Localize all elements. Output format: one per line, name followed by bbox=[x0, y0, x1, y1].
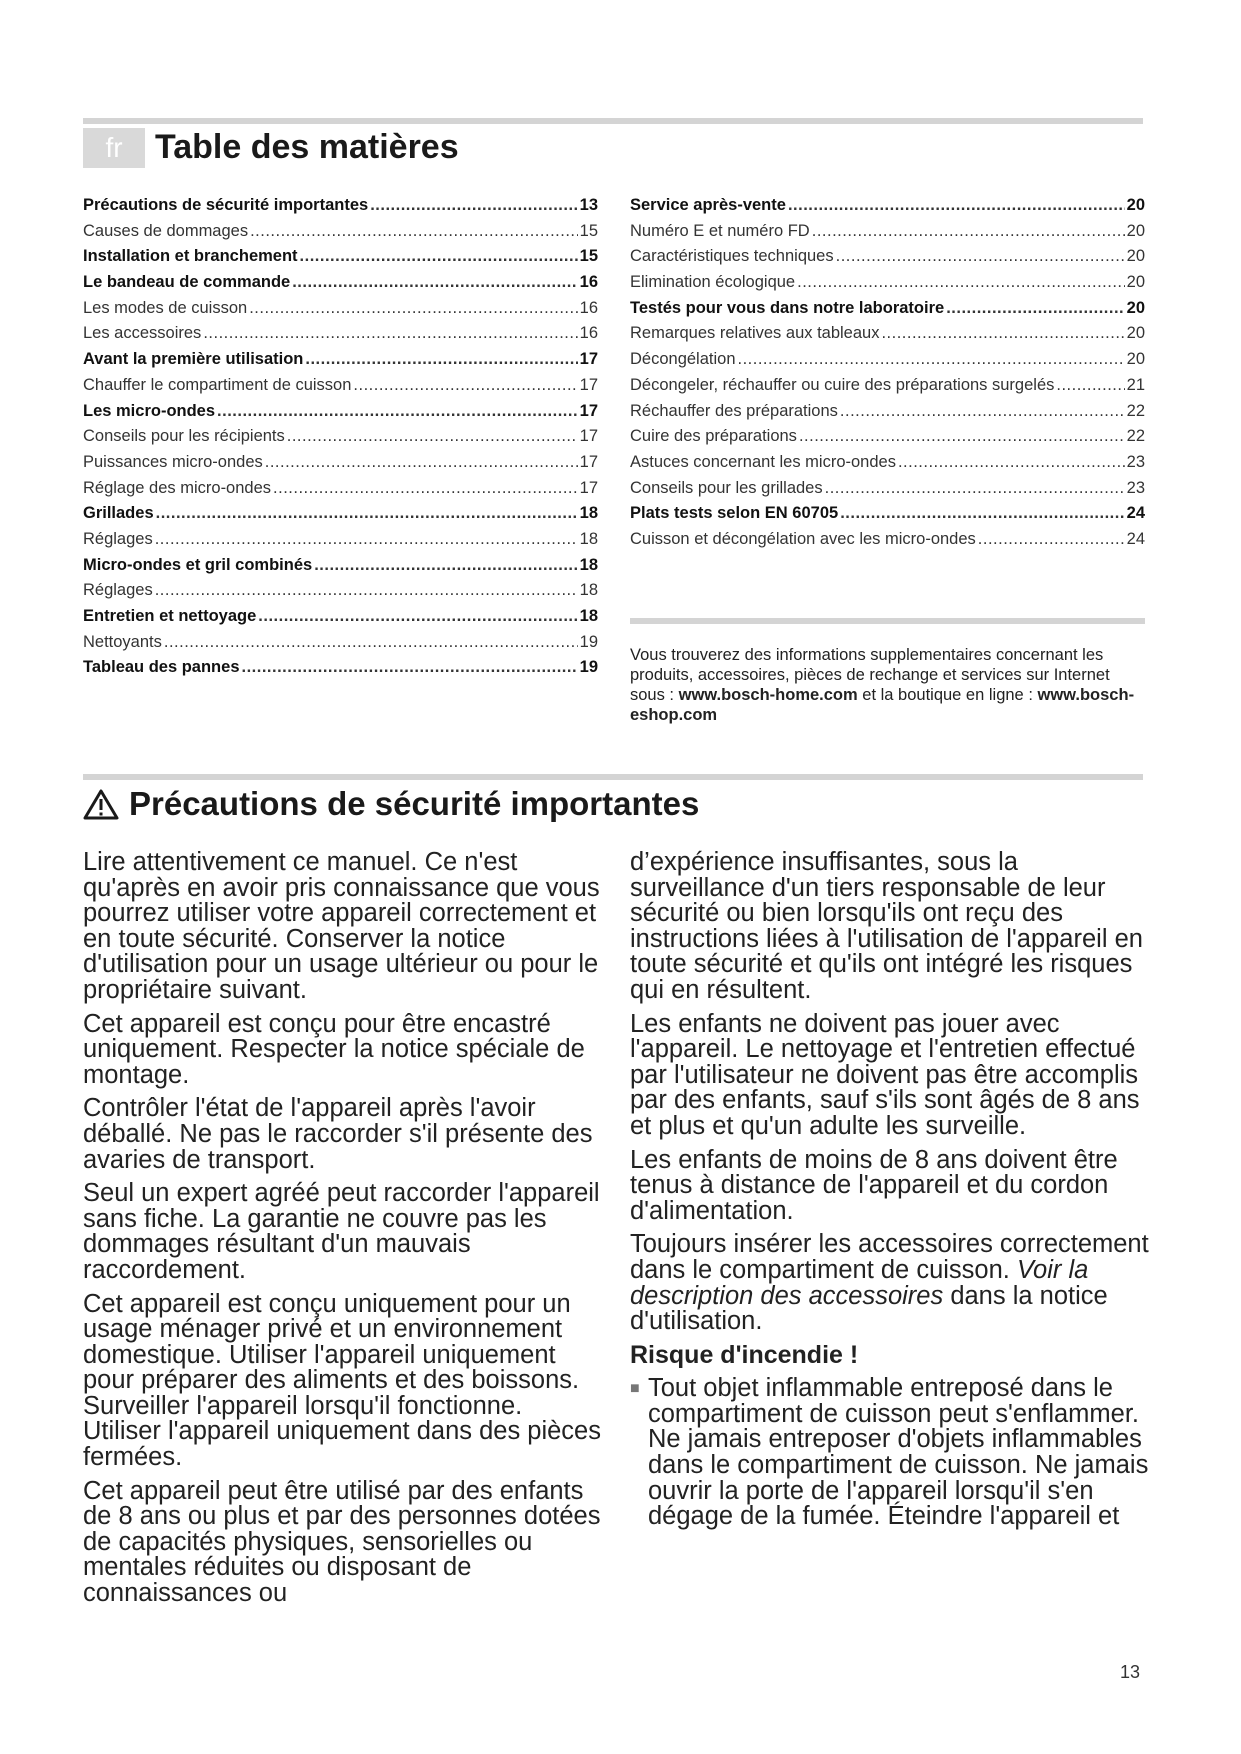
toc-entry-page: 17 bbox=[579, 478, 598, 497]
toc-entry-page: 18 bbox=[579, 504, 598, 523]
toc-leader-dots bbox=[164, 633, 578, 652]
toc-leader-dots bbox=[898, 453, 1125, 472]
toc-entry-title: Conseils pour les récipients bbox=[83, 427, 285, 446]
toc-entry[interactable] bbox=[630, 453, 1145, 479]
toc-entry-title: Réglages bbox=[83, 529, 153, 548]
toc-entry-title: Nettoyants bbox=[83, 632, 162, 651]
toc-entry-title: Elimination écologique bbox=[630, 273, 796, 292]
toc-leader-dots bbox=[840, 504, 1124, 523]
toc-title: Table des matières bbox=[155, 128, 459, 166]
toc-entry-page: 20 bbox=[1126, 298, 1145, 317]
toc-entry-title: Cuisson et décongélation avec les micro-ondes bbox=[630, 529, 976, 548]
toc-entry[interactable] bbox=[630, 427, 1145, 453]
toc-entry-title: Service après-vente bbox=[630, 196, 786, 214]
toc-entry[interactable] bbox=[630, 324, 1145, 350]
page-number: 13 bbox=[1120, 1662, 1141, 1682]
language-badge: fr bbox=[83, 128, 145, 168]
toc-entry[interactable] bbox=[83, 607, 598, 633]
toc-leader-dots bbox=[287, 427, 578, 446]
safety-right-column bbox=[630, 850, 1150, 1530]
accessories-paragraph bbox=[630, 1232, 1150, 1334]
toc-entry[interactable] bbox=[630, 273, 1145, 299]
toc-leader-dots bbox=[946, 299, 1124, 318]
toc-leader-dots bbox=[292, 273, 577, 292]
toc-entry[interactable] bbox=[83, 581, 598, 607]
toc-leader-dots bbox=[305, 350, 577, 369]
toc-entry[interactable] bbox=[83, 530, 598, 556]
toc-right-column bbox=[630, 196, 1145, 556]
info-text-1: Vous trouverez des informations supplementaires concernant les produits, accessoires, pièces de rechange et services sur Internet sous : bbox=[630, 646, 1110, 704]
toc-entry-title: Réchauffer des préparations bbox=[630, 401, 838, 420]
toc-entry-page: 17 bbox=[579, 427, 598, 446]
toc-entry[interactable] bbox=[83, 427, 598, 453]
safety-paragraph: Cet appareil peut être utilisé par des enfants de 8 ans ou plus et par des personnes dotées de capacités physiques, sensorielles ou mentales réduites ou disposant de connaissances ou bbox=[83, 1476, 601, 1608]
toc-entry-title: Cuire des préparations bbox=[630, 427, 797, 446]
toc-entry-title: Installation et branchement bbox=[83, 247, 298, 266]
toc-entry-page: 18 bbox=[579, 607, 598, 625]
toc-entry[interactable] bbox=[630, 299, 1145, 325]
toc-entry[interactable] bbox=[630, 222, 1145, 248]
accessories-text-1: Toujours insérer les accessoires correctement dans le compartiment de cuisson. bbox=[630, 1230, 1149, 1284]
toc-leader-dots bbox=[738, 350, 1125, 369]
toc-entry-page: 18 bbox=[579, 555, 598, 574]
toc-entry[interactable] bbox=[630, 402, 1145, 428]
toc-leader-dots bbox=[155, 530, 578, 549]
toc-entry-title: Remarques relatives aux tableaux bbox=[630, 324, 880, 343]
info-rule bbox=[630, 618, 1145, 624]
toc-entry[interactable] bbox=[83, 222, 598, 248]
safety-paragraph: Les enfants de moins de 8 ans doivent être tenus à distance de l'appareil et du cordon d'alimentation. bbox=[630, 1145, 1118, 1225]
toc-entry-page: 17 bbox=[579, 350, 598, 369]
toc-entry[interactable] bbox=[83, 247, 598, 273]
toc-entry-page: 22 bbox=[1126, 427, 1145, 446]
toc-entry[interactable] bbox=[83, 299, 598, 325]
toc-entry-title: Décongélation bbox=[630, 350, 736, 369]
toc-entry[interactable] bbox=[83, 324, 598, 350]
toc-entry-page: 17 bbox=[579, 375, 598, 394]
section-rule bbox=[83, 774, 1143, 780]
toc-entry[interactable] bbox=[83, 556, 598, 582]
toc-entry-title: Plats tests selon EN 60705 bbox=[630, 504, 839, 523]
toc-entry-title: Le bandeau de commande bbox=[83, 273, 291, 292]
bosch-home-link[interactable]: www.bosch-home.com bbox=[678, 686, 858, 704]
toc-entry[interactable] bbox=[630, 376, 1145, 402]
toc-leader-dots bbox=[203, 324, 577, 343]
safety-left-column bbox=[83, 850, 603, 1615]
toc-entry-title: Micro-ondes et gril combinés bbox=[83, 555, 313, 574]
toc-leader-dots bbox=[300, 247, 578, 266]
warning-icon bbox=[83, 788, 119, 820]
toc-leader-dots bbox=[840, 402, 1125, 421]
toc-leader-dots bbox=[273, 479, 578, 498]
safety-paragraph: Seul un expert agréé peut raccorder l'appareil sans fiche. La garantie ne couvre pas les dommages résultant d'un mauvais raccordement. bbox=[83, 1179, 600, 1284]
toc-leader-dots bbox=[812, 222, 1125, 241]
toc-entry[interactable] bbox=[630, 247, 1145, 273]
toc-entry-page: 20 bbox=[1126, 247, 1145, 266]
toc-entry-page: 20 bbox=[1126, 324, 1145, 343]
toc-entry-page: 21 bbox=[1126, 375, 1145, 394]
toc-entry-page: 18 bbox=[579, 529, 598, 548]
toc-leader-dots bbox=[249, 299, 577, 318]
toc-leader-dots bbox=[250, 222, 578, 241]
toc-entry-page: 20 bbox=[1126, 221, 1145, 240]
toc-entry-title: Causes de dommages bbox=[83, 221, 249, 240]
toc-entry-title: Réglage des micro-ondes bbox=[83, 478, 272, 497]
accessories-text-2: dans la notice d'utilisation. bbox=[630, 1281, 1108, 1336]
toc-entry[interactable] bbox=[83, 479, 598, 505]
toc-entry-page: 20 bbox=[1126, 273, 1145, 292]
toc-entry-title: Chauffer le compartiment de cuisson bbox=[83, 375, 352, 394]
toc-leader-dots bbox=[353, 376, 577, 395]
fire-risk-heading: Risque d'incendie ! bbox=[630, 1340, 859, 1369]
toc-leader-dots bbox=[825, 479, 1125, 498]
safety-paragraph: Cet appareil est conçu uniquement pour un usage ménager privé et un environnement domestique. Utiliser l'appareil uniquement pour préparer des aliments et des boissons. Surveiller l'appareil lorsqu'il fonctionne. Utiliser l'appareil uniquement dans des pièces fermées. bbox=[83, 1289, 601, 1472]
toc-leader-dots bbox=[156, 504, 578, 523]
safety-paragraph: Contrôler l'état de l'appareil après l'avoir déballé. Ne pas le raccorder s'il présente des avaries de transport. bbox=[83, 1094, 593, 1174]
toc-entry[interactable] bbox=[83, 453, 598, 479]
toc-leader-dots bbox=[242, 658, 578, 677]
toc-entry-title: Entretien et nettoyage bbox=[83, 607, 257, 625]
toc-entry-page: 19 bbox=[579, 658, 598, 677]
toc-entry[interactable] bbox=[83, 402, 598, 428]
toc-entry[interactable] bbox=[630, 196, 1145, 222]
toc-entry-page: 24 bbox=[1126, 529, 1145, 548]
toc-entry[interactable] bbox=[83, 633, 598, 659]
toc-leader-dots bbox=[155, 581, 578, 600]
toc-entry-title: Précautions de sécurité importantes bbox=[83, 196, 369, 214]
section-title-text: Précautions de sécurité importantes bbox=[129, 785, 700, 822]
accessories-reference: Voir la description des accessoires bbox=[630, 1255, 1089, 1310]
toc-entry-page: 17 bbox=[579, 401, 598, 420]
safety-paragraph: Lire attentivement ce manuel. Ce n'est qu'après en avoir pris connaissance que vous pourrez utiliser votre appareil correctement et en toute sécurité. Conserver la notice d'utilisation pour un usage ultérieur ou pour le propriétaire suivant. bbox=[83, 848, 600, 1004]
toc-entry[interactable] bbox=[630, 479, 1145, 505]
toc-entry[interactable] bbox=[83, 350, 598, 376]
toc-entry-page: 18 bbox=[579, 581, 598, 600]
toc-entry-title: Puissances micro-ondes bbox=[83, 452, 263, 471]
toc-leader-dots bbox=[1056, 376, 1124, 395]
toc-entry-title: Les accessoires bbox=[83, 324, 202, 343]
toc-entry[interactable] bbox=[83, 658, 598, 684]
toc-entry[interactable] bbox=[630, 350, 1145, 376]
toc-leader-dots bbox=[978, 530, 1125, 549]
toc-leader-dots bbox=[836, 247, 1125, 266]
toc-leader-dots bbox=[265, 453, 578, 472]
toc-entry[interactable] bbox=[630, 530, 1145, 556]
toc-entry-title: Les micro-ondes bbox=[83, 401, 216, 420]
toc-entry-page: 16 bbox=[579, 298, 598, 317]
toc-entry-title: Conseils pour les grillades bbox=[630, 478, 823, 497]
toc-entry-title: Tableau des pannes bbox=[83, 658, 240, 677]
online-info-note bbox=[630, 645, 1145, 725]
safety-paragraph: Cet appareil est conçu pour être encastré uniquement. Respecter la notice spéciale de montage. bbox=[83, 1009, 585, 1089]
toc-leader-dots bbox=[217, 402, 578, 421]
toc-entry-title: Avant la première utilisation bbox=[83, 350, 304, 369]
fire-risk-bullet bbox=[630, 1376, 1150, 1530]
toc-entry-page: 16 bbox=[579, 324, 598, 343]
toc-entry[interactable] bbox=[630, 504, 1145, 530]
safety-paragraph: Les enfants ne doivent pas jouer avec l'appareil. Le nettoyage et l'entretien effectué par l'utilisateur ne doivent pas être accomplis par des enfants, sauf s'ils sont âgés de 8 ans et plus et qu'un adulte les surveille. bbox=[630, 1009, 1140, 1140]
toc-leader-dots bbox=[788, 196, 1125, 215]
toc-leader-dots bbox=[799, 427, 1125, 446]
toc-leader-dots bbox=[314, 556, 577, 575]
toc-entry-title: Numéro E et numéro FD bbox=[630, 221, 810, 240]
toc-entry-title: Astuces concernant les micro-ondes bbox=[630, 452, 896, 471]
section-title bbox=[83, 781, 699, 827]
toc-entry-title: Grillades bbox=[83, 504, 154, 523]
toc-leader-dots bbox=[258, 607, 577, 626]
safety-paragraph: d’expérience insuffisantes, sous la surveillance d'un tiers responsable de leur sécurité ou bien lorsqu'ils ont reçu des instructions liées à l'utilisation de l'appareil en toute sécurité et qu'ils ont intégré les risques qui en résultent. bbox=[630, 848, 1143, 1004]
bosch-eshop-link[interactable]: www.bosch-eshop.com bbox=[630, 686, 1135, 724]
toc-entry-page: 16 bbox=[579, 273, 598, 292]
toc-entry-title: Caractéristiques techniques bbox=[630, 247, 834, 266]
toc-entry[interactable] bbox=[83, 273, 598, 299]
bullet-square-icon: ■ bbox=[630, 1380, 640, 1398]
toc-entry-page: 22 bbox=[1126, 401, 1145, 420]
toc-entry[interactable] bbox=[83, 196, 598, 222]
toc-entry-page: 13 bbox=[579, 196, 598, 214]
toc-entry-page: 23 bbox=[1126, 478, 1145, 497]
toc-entry[interactable] bbox=[83, 376, 598, 402]
fire-risk-text: Tout objet inflammable entreposé dans le compartiment de cuisson peut s'enflammer. Ne jamais entreposer d'objets inflammables dans le compartiment de cuisson. Ne jamais ouvrir la porte de l'appareil lorsqu'il s'en dégage de la fumée. Éteindre l'appareil et bbox=[648, 1374, 1149, 1531]
toc-entry-page: 15 bbox=[579, 247, 598, 266]
toc-entry-page: 19 bbox=[579, 632, 598, 651]
toc-entry-page: 24 bbox=[1126, 504, 1145, 523]
toc-entry-page: 20 bbox=[1126, 196, 1145, 214]
toc-leader-dots bbox=[881, 324, 1124, 343]
toc-entry-page: 17 bbox=[579, 452, 598, 471]
toc-entry-page: 20 bbox=[1126, 350, 1145, 369]
toc-entry[interactable] bbox=[83, 504, 598, 530]
toc-entry-title: Décongeler, réchauffer ou cuire des préparations surgelés bbox=[630, 375, 1055, 394]
toc-entry-page: 23 bbox=[1126, 452, 1145, 471]
toc-leader-dots bbox=[370, 196, 577, 215]
toc-entry-page: 15 bbox=[579, 221, 598, 240]
toc-entry-title: Les modes de cuisson bbox=[83, 298, 248, 317]
toc-entry-title: Réglages bbox=[83, 581, 153, 600]
toc-left-column bbox=[83, 196, 598, 684]
toc-leader-dots bbox=[797, 273, 1125, 292]
toc-entry-title: Testés pour vous dans notre laboratoire bbox=[630, 298, 945, 317]
info-text-2: et la boutique en ligne : bbox=[857, 686, 1038, 704]
